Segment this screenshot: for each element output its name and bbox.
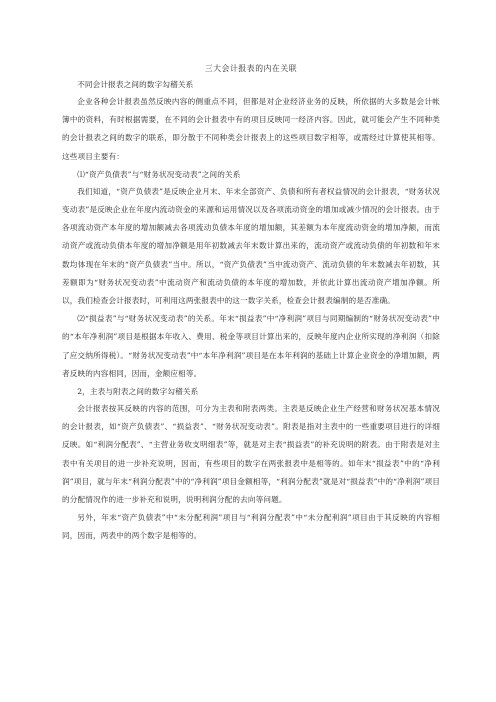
paragraph: 会计报表按其反映的内容的范围，可分为主表和附表两类。主表是反映企业生产经营和财务状况基本情况的会计报表，如“资产负债表”、“损益表”、“财务状况变动表”。附表是指对主表中的一些重要项目进行的详细反映。如“利润分配表”、“主营业务收支明细表”等，就是对主表“损益表”的补充说明的附表。由于附表是对主表中有关项目的进一步补充说明，因而，有些项目的数字在两张报表中是相等的。如年末“损益表”中的“净利润”项目，就与年末“利润分配表”中的“净利润”项目金额相等，“利润分配表”就是对“损益表”中的“净利润”项目的分配情况作的进一步补充和说明，说明利润分配的去向等问题。 (62, 404, 440, 505)
paragraph: ⑵“损益表”与“财务状况变动表”的关系。年末“损益表”中“净利润”项目与同期编制的“财务状况变动表”中的“本年净利润”项目是根据本年收入、费用、税金等项目计算出来的，反映年度内企业所实现的净利润（扣除了应交纳所得税）。“财务状况变动表”中“本年净利润”项目是在本年利润的基础上计算企业资金的净增加额，两者反映的内容相同，因而，金额应相等。 (62, 314, 440, 378)
section-heading-2: 2，主表与附表之间的数字勾稽关系 (77, 387, 199, 397)
subsection-heading-1: ⑴“资产负债表”与“财务状况变动表”之间的关系 (77, 169, 241, 179)
document-page (62, 62, 440, 546)
section-heading-1: 不同会计报表之间的数字勾稽关系 (77, 80, 194, 89)
paragraph: 企业各种会计报表虽然反映内容的侧重点不同，但都是对企业经济业务的反映，所依据的大多数是会计帐簿中的资料，有时根据需要，在不同的会计报表中有的项目反映同一经济内容。因此，就可能会产生不同种类的会计报表之间的数字的联系，即分散于不同种类会计报表上的这些项目数字相等，或需经过计算使其相等。这些项目主要有： (62, 97, 440, 161)
document-title: 三大会计报表的内在关联 (204, 64, 298, 73)
paragraph: 另外，年末“资产负债表”中“未分配利润”项目与“利润分配表”中“未分配利润”项目由于其反映的内容相同，因而，两表中的两个数字是相等的。 (62, 513, 440, 541)
paragraph: 我们知道，“资产负债表”是反映企业月末、年末全部资产、负债和所有者权益情况的会计报表，“财务状况变动表”是反映企业在年度内流动资金的来源和运用情况以及各项流动资金的增加或减少情况的会计报表。由于各项流动资产本年度的增加额减去各项流动负债本年度的增加额，其差额为本年度流动资金的增加净额，而流动资产或流动负债本年度的增加净额是用年初数减去年末数计算出来的，流动资产或流动负债的年初数和年末数均体现在年末的“资产负债表”当中。所以，“资产负债表”当中流动资产、流动负债的年末数减去年初数，其差额即为“财务状况变动表”中流动资产和流动负债的本年度的增加数，并依此计算出流动资产增加净额。所以，我们检查会计报表时，可利用这两张报表中的这一数字关系，检查会计报表编制的是否准确。 (62, 186, 440, 306)
